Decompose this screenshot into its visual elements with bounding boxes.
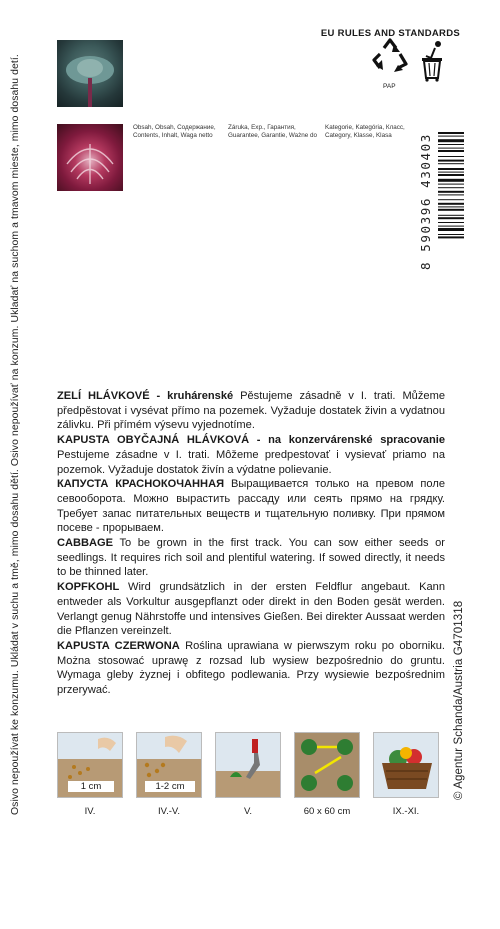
section-cz: ZELÍ HLÁVKOVÉ - kruhárenské Pěstujeme zásadně v I. trati. Můžeme předpěstovat i vysévat přímo na pozemek. Vyžaduje dostatek živin a vydatnou zálivku. Při přímém výsevu vyjednotíme. — [57, 390, 445, 432]
icon-label-seedling: IV.-V. — [157, 806, 180, 817]
bin-disposal-icon — [418, 40, 446, 82]
eu-rules-title: EU RULES AND STANDARDS — [320, 28, 460, 39]
sowing-depth-icon: 1 cm — [57, 732, 123, 798]
red-cabbage-photo — [57, 124, 123, 191]
icon-label-planting: V. — [243, 806, 253, 817]
icon-label-spacing: 60 x 60 cm — [303, 806, 351, 817]
storage-warning-text: Osivo nepoužívat ke konzumu. Ukládat v suchu a tmě, mimo dosahu dětí. Osivo nepoužívať na konzum. Ukladať na suchom a tmavom mieste, mimo dosahu detí. — [10, 54, 21, 815]
pap-label: PAP — [383, 83, 396, 90]
copyright-text: © Agentur Schanda/Austria G4701318 — [453, 600, 465, 800]
section-pl: KAPUSTA CZERWONA Roślina uprawiana w pierwszym roku po oborniku. Można stosować uprawę z rozsad lub wysiew bezpośrednio do gruntu. Wymaga gleby żyznej i obfitego podlewania. Przy wysiewie bezpośrednim przerywać. — [57, 639, 445, 697]
section-en: CABBAGE To be grown in the first track. You can sow either seeds or seedlings. It requires rich soil and plentiful watering. If sowed directly, it needs to be thinned later. — [57, 537, 445, 579]
recycle-icon — [370, 38, 410, 82]
cultivation-icons — [57, 732, 452, 802]
guarantee-label: Záruka, Exp., Гарантия, Guarantee, Garantie, Ważne do — [228, 124, 318, 139]
description-text — [57, 389, 445, 698]
barcode-number: 8 590396 430403 — [418, 133, 433, 270]
section-ru: КАПУСТА КРАСНОКОЧАННАЯ Выращивается только на превом поле севооборота. Можно вырастить рассаду или сеять прямо на грядку. Требует запас питательных веществ и тщательную поливку. При прямом посеве - прорываем. — [57, 478, 445, 535]
icon-label-sowing: IV. — [84, 806, 96, 817]
category-label: Kategorie, Kategória, Класс, Category, Klasse, Klasa — [325, 124, 405, 139]
icon-label-harvest: IX.-XI. — [392, 806, 420, 817]
cabbage-plant-photo — [57, 40, 123, 107]
trowel-icon — [215, 732, 281, 798]
section-sk: KAPUSTA OBYČAJNÁ HLÁVKOVÁ - na konzervárenské spracovanie Pestujeme zásadne v I. trati. Môžeme predpestovať i vysievať priamo na pozemok. Vyžaduje dostatok živín a výdatne polievanie. — [57, 434, 445, 476]
contents-label: Obsah, Obsah, Содержание, Contents, Inhalt, Waga netto — [133, 124, 216, 139]
barcode — [438, 132, 464, 269]
spacing-icon — [294, 732, 360, 798]
seedling-depth-icon: 1-2 cm — [136, 732, 202, 798]
section-de: KOPFKOHL Wird grundsätzlich in der ersten Feldflur angebaut. Kann entweder als Vorkultur ausgepflanzt oder direkt in den Boden gesät werden. Verlangt genug Nährstoffe und intensives Gießen. Bei direkter Aussaat werden die Pflanzen vereinzelt. — [57, 581, 445, 638]
harvest-basket-icon — [373, 732, 439, 798]
